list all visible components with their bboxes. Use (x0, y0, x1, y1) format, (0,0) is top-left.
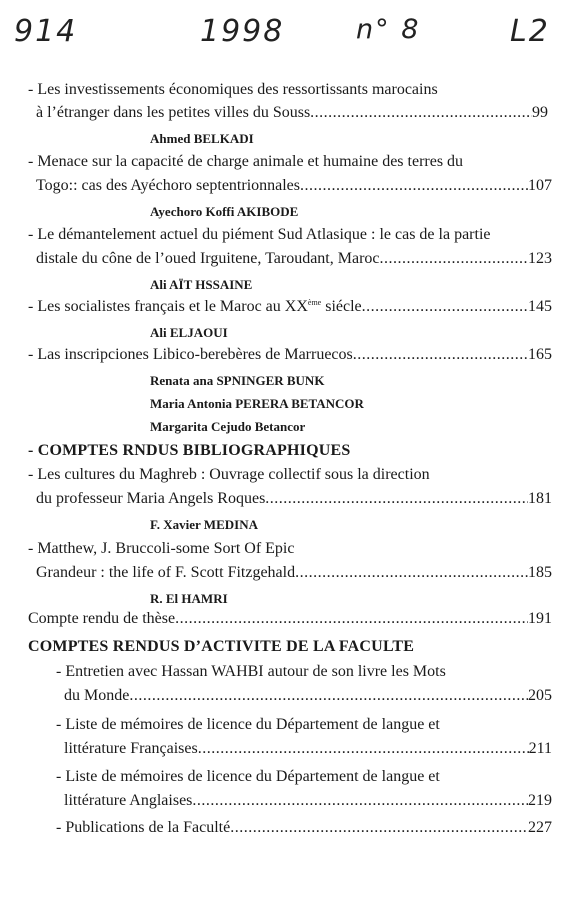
handwritten-issue: n° 8 (356, 14, 421, 45)
toc-entry-title: - Las inscripciones Libico-berebères de Marruecos (28, 346, 353, 363)
leader-dots (300, 176, 528, 196)
toc-entry-title: - Publications de la Faculté (56, 819, 231, 836)
toc-entry-title: du professeur Maria Angels Roques (36, 490, 266, 507)
toc-entry-title: - Matthew, J. Bruccoli-some Sort Of Epic (28, 540, 295, 557)
page-number: 145 (528, 298, 552, 315)
toc-entry-title: littérature Anglaises (64, 792, 193, 809)
toc-entry-title: - Les cultures du Maghreb : Ouvrage collectif sous la direction (28, 466, 430, 483)
leader-dots (310, 103, 532, 123)
section-heading: - COMPTES RNDUS BIBLIOGRAPHIQUES (28, 442, 351, 459)
author-name: Renata ana SPNINGER BUNK (150, 373, 325, 388)
page-number: 191 (528, 610, 552, 627)
leader-dots (230, 818, 528, 838)
author-name: Ali AÏT HSSAINE (150, 277, 253, 292)
leader-dots (192, 791, 528, 811)
leader-dots (265, 489, 528, 509)
toc-entry-title: à l’étranger dans les petites villes du Souss (36, 104, 311, 121)
toc-entry-line (36, 563, 552, 583)
page-number: 211 (528, 740, 552, 757)
toc-entry-line (36, 103, 548, 123)
page-number: 99 (532, 104, 548, 121)
toc-entry-line (28, 297, 552, 317)
toc-entry-title: - Liste de mémoires de licence du Département de langue et (56, 716, 440, 733)
page-number: 181 (528, 490, 552, 507)
toc-entry-title: Compte rendu de thèse (28, 610, 176, 627)
author-name: F. Xavier MEDINA (150, 517, 258, 532)
author-name: Maria Antonia PERERA BETANCOR (150, 396, 364, 411)
toc-entry-line (64, 739, 552, 759)
page-number: 165 (528, 346, 552, 363)
author-name: Ahmed BELKADI (150, 131, 254, 146)
toc-entry-title: Togo:: cas des Ayéchoro septentrionnales (36, 177, 301, 194)
toc-entry-line (36, 249, 552, 269)
toc-entry-title: littérature Françaises (64, 740, 198, 757)
page-number: 123 (528, 250, 552, 267)
toc-entry-line (28, 345, 552, 365)
page-number: 185 (528, 564, 552, 581)
leader-dots (175, 609, 528, 629)
toc-entry-title: - Le démantelement actuel du piément Sud Atlasique : le cas de la partie (28, 226, 491, 243)
handwritten-code: L2 (510, 14, 550, 49)
author-name: Margarita Cejudo Betancor (150, 419, 306, 434)
toc-entry-line (36, 489, 552, 509)
handwritten-year: 1998 (200, 14, 285, 49)
toc-entry-title: - Entretien avec Hassan WAHBI autour de son livre les Mots (56, 663, 446, 680)
page-number: 219 (528, 792, 552, 809)
section-heading: COMPTES RENDUS D’ACTIVITE DE LA FACULTE (28, 638, 415, 655)
leader-dots (362, 297, 528, 317)
leader-dots (198, 739, 529, 759)
author-name: Ali ELJAOUI (150, 325, 228, 340)
leader-dots (295, 563, 528, 583)
toc-entry-line (36, 176, 552, 196)
leader-dots (353, 345, 528, 365)
leader-dots (380, 249, 528, 269)
page-number: 107 (528, 177, 552, 194)
toc-entry-line (56, 818, 552, 838)
toc-entry-title: du Monde (64, 687, 130, 704)
toc-entry-title: distale du cône de l’oued Irguitene, Taroudant, Maroc (36, 250, 380, 267)
toc-entry-title: - Les investissements économiques des ressortissants marocains (28, 81, 438, 98)
leader-dots (129, 686, 528, 706)
toc-entry-line (64, 791, 552, 811)
page-number: 227 (528, 819, 552, 836)
toc-entry-title: - Menace sur la capacité de charge animale et humaine des terres du (28, 153, 464, 170)
page-number: 205 (528, 687, 552, 704)
toc-entry-line (64, 686, 552, 706)
toc-entry-title: - Liste de mémoires de licence du Département de langue et (56, 768, 440, 785)
author-name: R. El HAMRI (150, 591, 228, 606)
toc-entry-title: - Les socialistes français et le Maroc au XXème siécle (28, 298, 362, 315)
author-name: Ayechoro Koffi AKIBODE (150, 204, 299, 219)
toc-entry-title: Grandeur : the life of F. Scott Fitzgehald (36, 564, 296, 581)
handwritten-number: 914 (14, 14, 78, 49)
toc-entry-line (28, 609, 552, 629)
